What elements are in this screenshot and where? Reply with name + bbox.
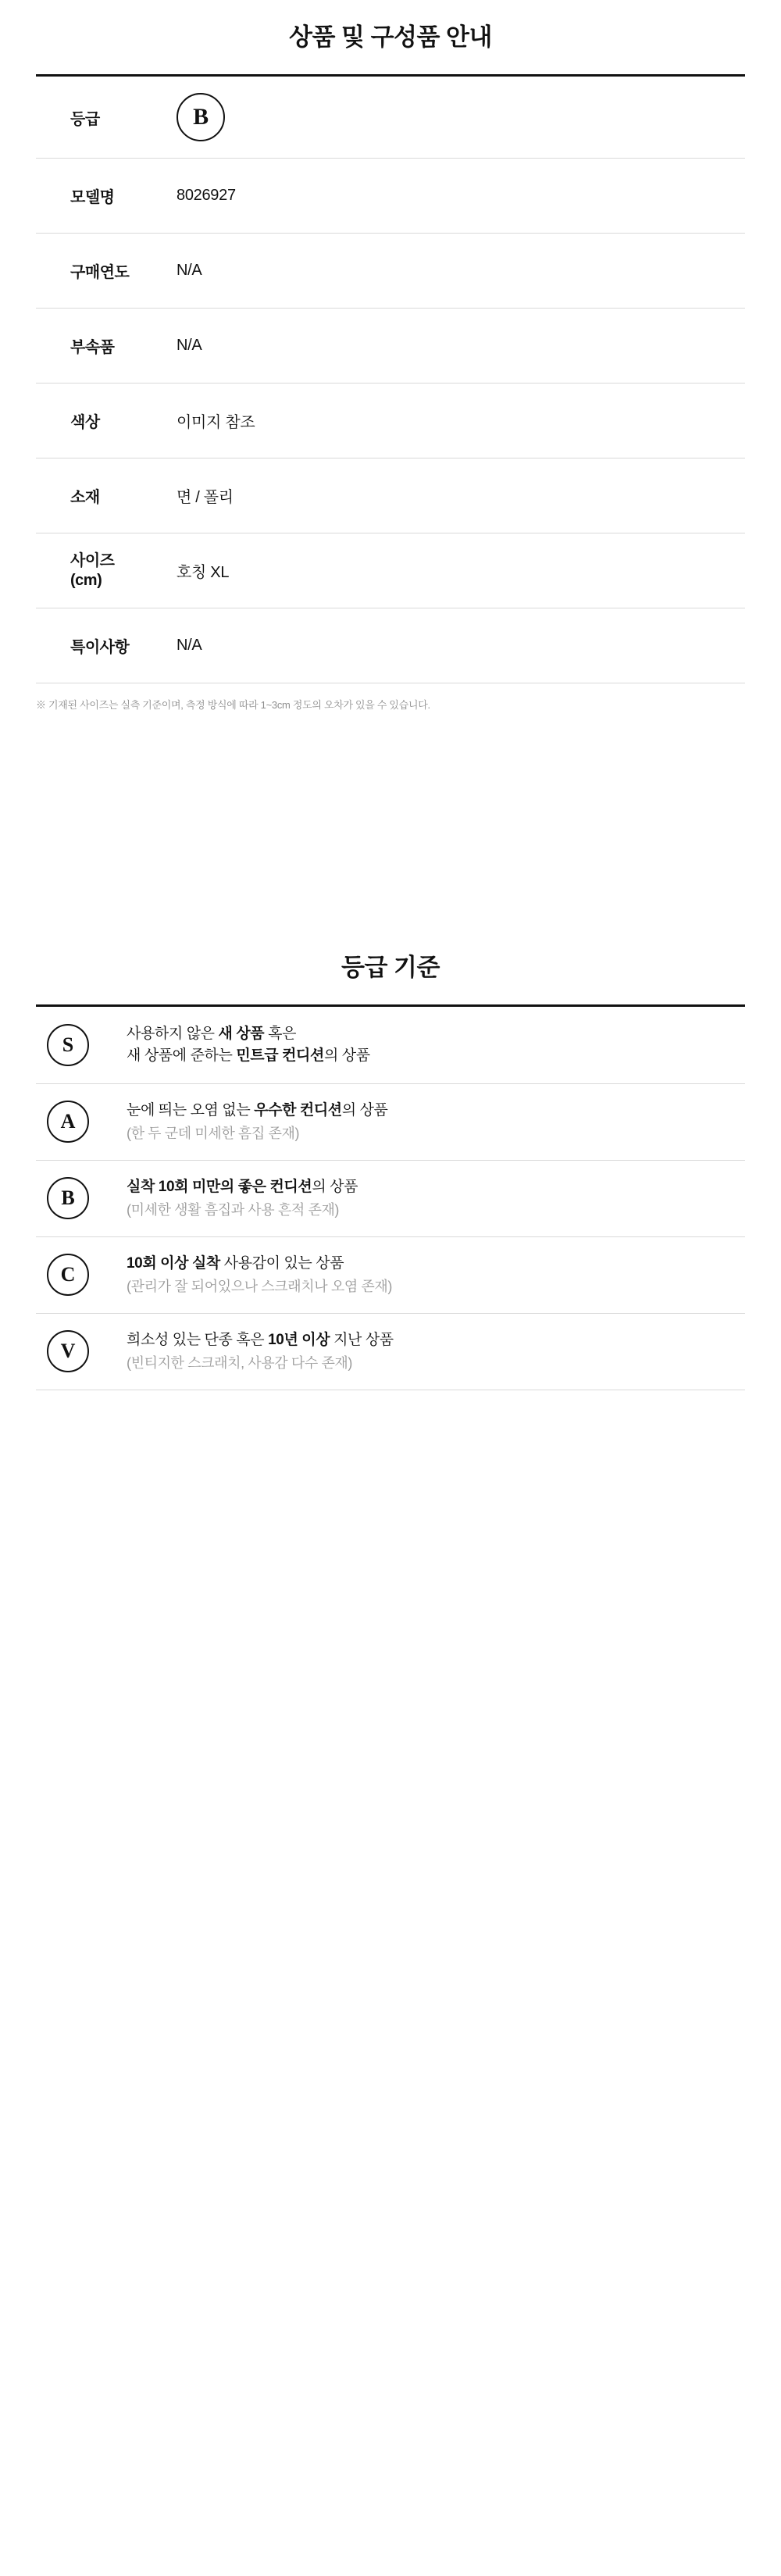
table-row [36,1160,745,1236]
spec-value-remarks: N/A [177,637,202,654]
section-spacer [0,713,781,947]
table-row [36,458,745,533]
grade-section [0,947,781,1390]
grade-badge-cell [36,1236,123,1313]
spec-value-size: 호칭 XL [177,564,230,581]
spec-value-material: 면 / 폴리 [177,489,234,506]
grade-badge-cell [36,1007,123,1083]
grade-badge-a: A [47,1101,89,1143]
grade-badge-v: V [47,1330,89,1372]
grade-desc-cell [123,1313,745,1390]
grade-badge-s: S [47,1024,89,1066]
spec-label-accessories: 부속품 [70,339,115,356]
table-row [36,77,745,159]
product-spec-table [36,77,745,683]
table-row [36,1083,745,1160]
spec-label-remarks: 특이사항 [70,639,130,656]
spec-label-size [36,533,177,608]
table-row [36,1007,745,1083]
spec-label-color: 색상 [70,414,100,431]
grade-badge: B [177,93,225,141]
spec-label-size-line1: 사이즈 [70,551,115,569]
grade-badge-cell [36,1160,123,1236]
spec-label-material: 소재 [70,489,100,506]
spec-label-model: 모델명 [70,189,115,206]
table-row [36,234,745,309]
grade-desc-cell [123,1160,745,1236]
grade-criteria-table [36,1007,745,1390]
table-row [36,533,745,608]
spec-value-color: 이미지 참조 [177,414,255,431]
grade-badge-b: B [47,1177,89,1219]
grade-badge-cell [36,1313,123,1390]
grade-desc-line1: 희소성 있는 단종 혹은 10년 이상 지난 상품 [127,1332,394,1349]
product-section [0,0,781,713]
table-row [36,384,745,458]
grade-badge-c: C [47,1254,89,1296]
grade-desc-line1: 10회 이상 실착 사용감이 있는 상품 [127,1255,344,1272]
table-row [36,1313,745,1390]
grade-desc-line1: 실착 10회 미만의 좋은 컨디션의 상품 [127,1179,358,1196]
grade-desc-line1: 눈에 띄는 오염 없는 우수한 컨디션의 상품 [127,1102,388,1119]
grade-desc-line2: 새 상품에 준하는 민트급 컨디션의 상품 [127,1047,370,1064]
grade-desc-cell [123,1083,745,1160]
table-row [36,1236,745,1313]
grade-desc-cell [123,1236,745,1313]
grade-section-title: 등급 기준 [341,954,440,982]
table-row [36,159,745,234]
grade-desc-line2: (빈티지한 스크래치, 사용감 다수 존재) [127,1354,353,1371]
spec-label-purchase-year: 구매연도 [70,264,130,281]
grade-desc-line1: 사용하지 않은 새 상품 혹은 [127,1026,297,1043]
grade-desc-line2: (관리가 잘 되어있으나 스크래치나 오염 존재) [127,1278,392,1294]
grade-desc-cell [123,1007,745,1083]
size-note: ※ 기재된 사이즈는 실측 기준이며, 측정 방식에 따라 1~3cm 정도의 오차가 있을 수 있습니다. [36,699,430,711]
table-row [36,608,745,683]
table-row [36,309,745,384]
page-title: 상품 및 구성품 안내 [289,23,492,51]
spec-value-purchase-year: N/A [177,262,202,279]
spec-value-model: 8026927 [177,187,236,204]
grade-badge-cell [36,1083,123,1160]
grade-desc-line2: (한 두 군데 미세한 흠집 존재) [127,1125,300,1141]
spec-label-size-line2: (cm) [70,571,102,589]
spec-label-grade: 등급 [70,110,100,128]
spec-value-grade [177,77,745,159]
spec-value-accessories: N/A [177,337,202,354]
grade-desc-line2: (미세한 생활 흠집과 사용 흔적 존재) [127,1201,340,1218]
